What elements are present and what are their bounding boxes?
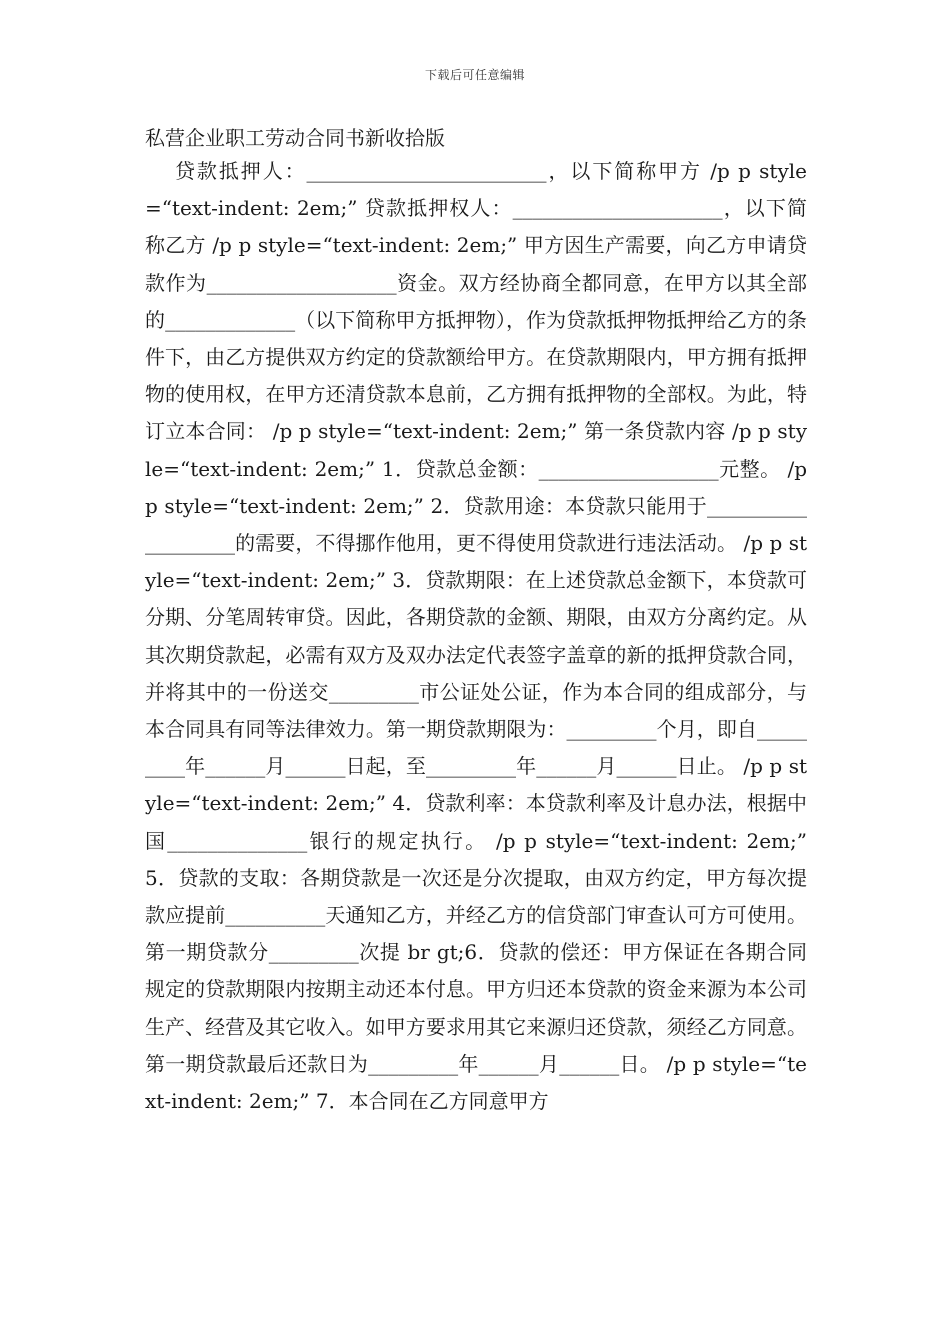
document-body-paragraph: 贷款抵押人：________________________，以下简称甲方 /p p style=“text-indent: 2em;” 贷款抵押权人：_____________________，以下简称乙方 /p p style=“text-indent: 2em;” 甲方因生产需要，向乙方申请贷款作为___________________资金。双方经协商全都同意，在甲方以其全部的_____________（以下简称甲方抵押物），作为贷款抵押物抵押给乙方的条件下，由乙方提供双方约定的贷款额给甲方。在贷款期限内，甲方拥有抵押物的使用权，在甲方还清贷款本息前，乙方拥有抵押物的全部权。为此，特订立本合同： /p p style=“text-indent: 2em;” 第一条贷款内容 /p p style=“text-indent: 2em;” 1．贷款总金额：__________________元整。 /p p style=“text-indent: 2em;” 2．贷款用途：本贷款只能用于___________________的需要，不得挪作他用，更不得使用贷款进行违法活动。 /p p style=“text-indent: 2em;” 3．贷款期限：在上述贷款总金额下，本贷款可分期、分笔周转审贷。因此，各期贷款的金额、期限，由双方分离约定。从其次期贷款起，必需有双方及双办法定代表签字盖章的新的抵押贷款合同，并将其中的一份送交_________市公证处公证，作为本合同的组成部分，与本合同具有同等法律效力。第一期贷款期限为：_________个月，即自_________年______月______日起，至_________年______月______日止。 /p p style=“text-indent: 2em;” 4．贷款利率：本贷款利率及计息办法，根据中国______________银行的规定执行。 /p p style=“text-indent: 2em;” 5．贷款的支取：各期贷款是一次还是分次提取，由双方约定，甲方每次提款应提前__________天通知乙方，并经乙方的信贷部门审查认可方可使用。第一期贷款分_________次提 br gt;6．贷款的偿还：甲方保证在各期合同规定的贷款期限内按期主动还本付息。甲方归还本贷款的资金来源为本公司生产、经营及其它收入。如甲方要求用其它来源归还贷款，须经乙方同意。第一期贷款最后还款日为_________年______月______日。 /p p style=“text-indent: 2em;” 7．本合同在乙方同意甲方 xyxy=(145,159,807,1114)
page-header-note: 下载后可任意编辑 xyxy=(424,68,525,82)
document-title: 私营企业职工劳动合同书新收拾版 xyxy=(145,126,445,150)
